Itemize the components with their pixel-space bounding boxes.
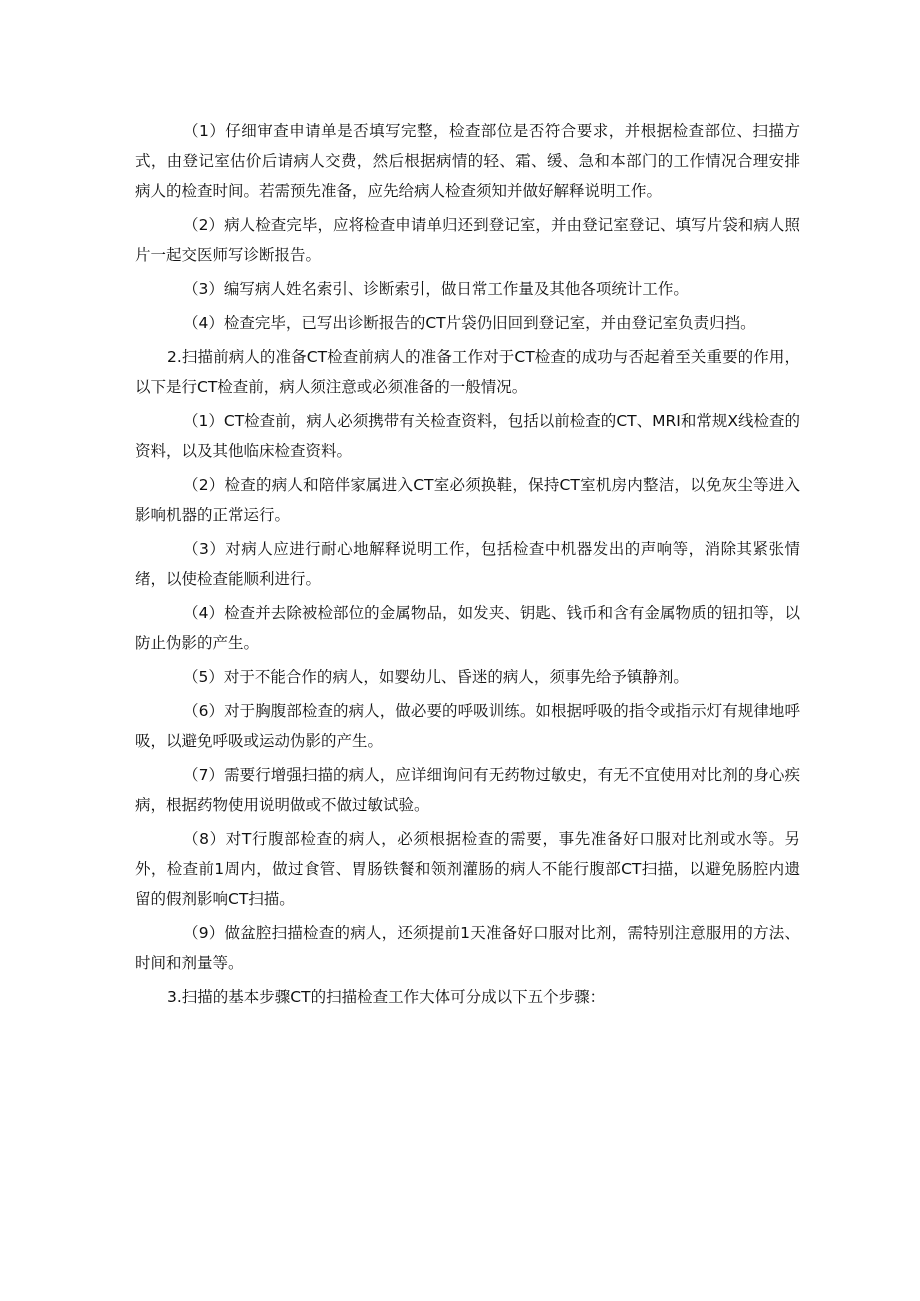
paragraph-3: （3）编写病人姓名索引、诊断索引，做日常工作量及其他各项统计工作。 — [183, 280, 689, 298]
paragraph-1: （1）仔细审查申请单是否填写完整，检查部位是否符合要求，并根据检查部位、扫描方式，由登记室估价后请病人交费，然后根据病情的轻、霜、缓、急和本部门的工作情况合理安排病人的检查时间。若需预先准备，应先给病人检查须知并做好解释说明工作。 — [135, 122, 800, 200]
section-heading-2: 2.扫描前病人的准备CT检查前病人的准备工作对于CT检查的成功与否起着至关重要的作用，以下是行CT检查前，病人须注意或必须准备的一般情况。 — [135, 348, 800, 396]
document-body — [135, 116, 800, 1016]
paragraph-8: （3）对病人应进行耐心地解释说明工作，包括检查中机器发出的声响等，消除其紧张情绪，以使检查能顺利进行。 — [135, 540, 800, 588]
paragraph-12: （7）需要行增强扫描的病人，应详细询问有无药物过敏史，有无不宜使用对比剂的身心疾病，根据药物使用说明做或不做过敏试验。 — [135, 766, 800, 814]
paragraph-11: （6）对于胸腹部检查的病人，做必要的呼吸训练。如根据呼吸的指令或指示灯有规律地呼吸，以避免呼吸或运动伪影的产生。 — [135, 702, 800, 750]
section-heading-3: 3.扫描的基本步骤CT的扫描检查工作大体可分成以下五个步骤： — [167, 988, 606, 1006]
paragraph-6: （1）CT检查前，病人必须携带有关检查资料，包括以前检查的CT、MRI和常规X线检查的资料，以及其他临床检查资料。 — [135, 412, 800, 460]
paragraph-14: （9）做盆腔扫描检查的病人，还须提前1天准备好口服对比剂，需特别注意服用的方法、时间和剂量等。 — [135, 924, 800, 972]
paragraph-10: （5）对于不能合作的病人，如婴幼儿、昏迷的病人，须事先给予镇静剂。 — [183, 668, 689, 686]
paragraph-7: （2）检查的病人和陪伴家属进入CT室必须换鞋，保持CT室机房内整洁，以免灰尘等进入影响机器的正常运行。 — [135, 476, 800, 524]
paragraph-4: （4）检查完毕，已写出诊断报告的CT片袋仍旧回到登记室，并由登记室负责归挡。 — [183, 314, 756, 332]
paragraph-13: （8）对T行腹部检查的病人，必须根据检查的需要，事先准备好口服对比剂或水等。另外，检查前1周内，做过食管、胃肠铁餐和领剂灌肠的病人不能行腹部CT扫描，以避免肠腔内遗留的假剂影响CT扫描。 — [135, 830, 800, 908]
paragraph-2: （2）病人检查完毕，应将检查申请单归还到登记室，并由登记室登记、填写片袋和病人照片一起交医师写诊断报告。 — [135, 216, 800, 264]
paragraph-9: （4）检查并去除被检部位的金属物品，如发夹、钥匙、钱币和含有金属物质的钮扣等，以防止伪影的产生。 — [135, 604, 800, 652]
